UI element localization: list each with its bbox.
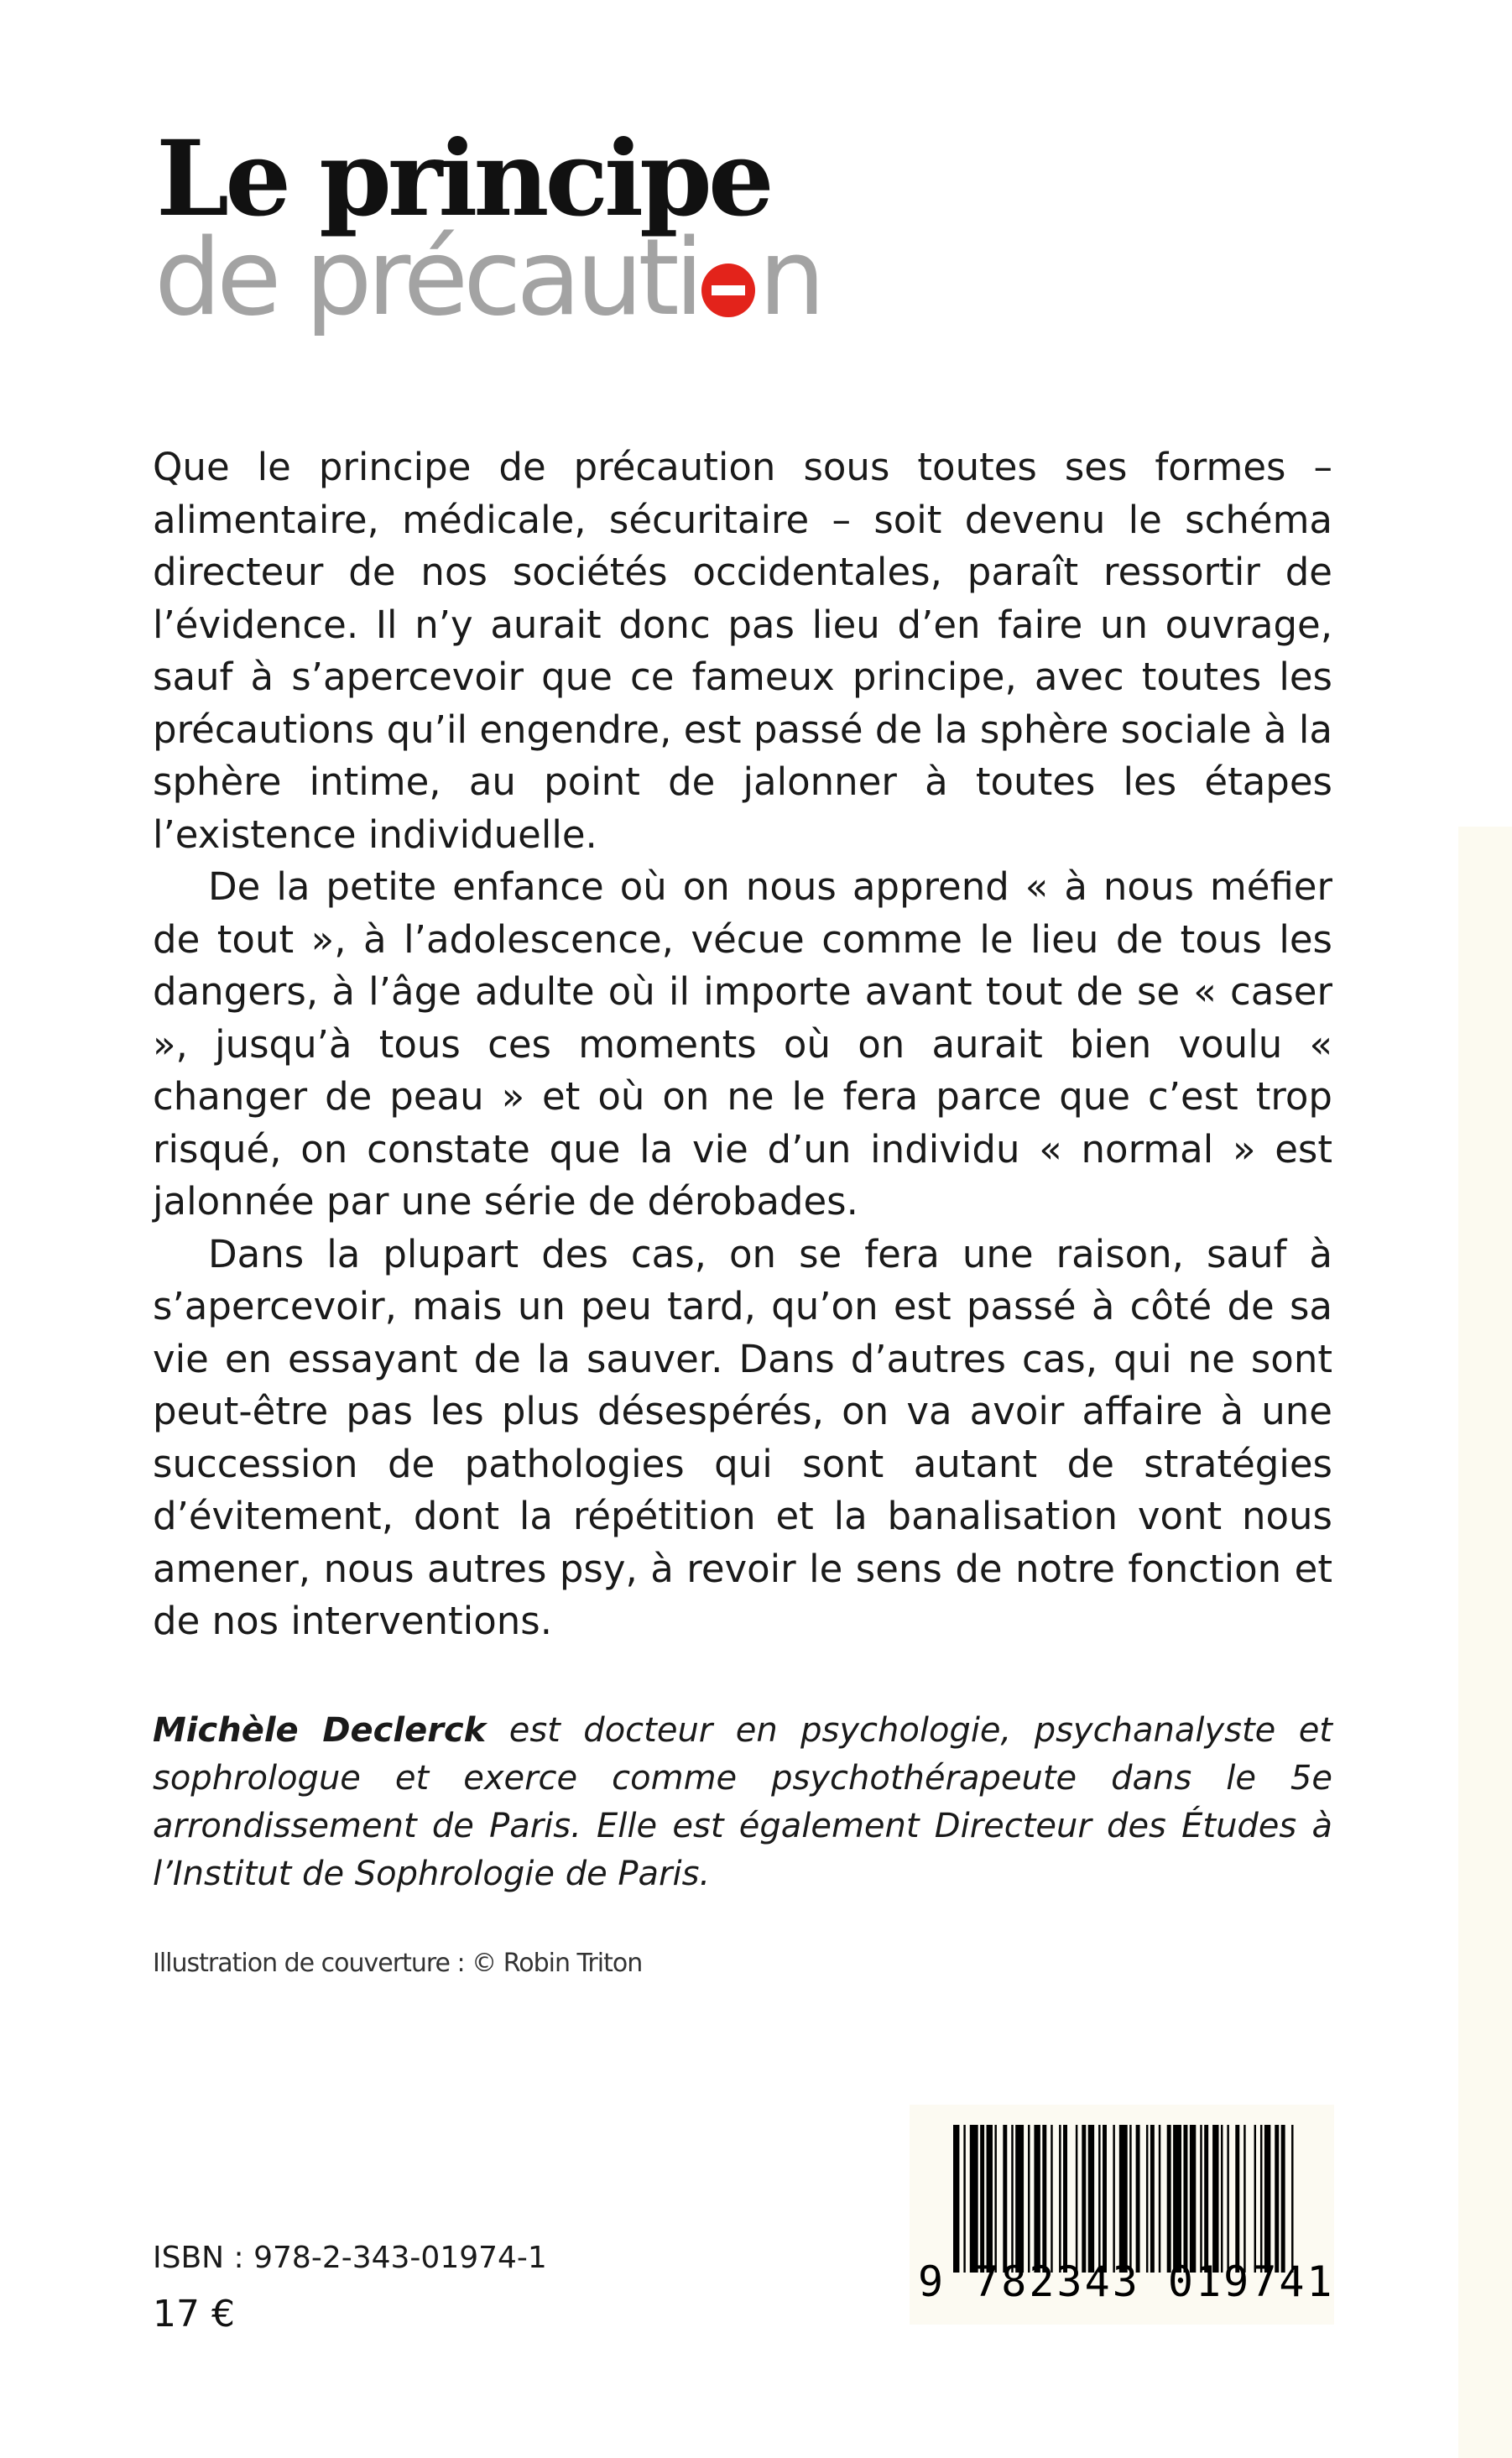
barcode-bar	[1159, 2125, 1160, 2273]
subtitle-text-start: de précauti	[154, 216, 699, 339]
barcode-bar	[970, 2125, 978, 2273]
barcode-bar	[1028, 2125, 1030, 2273]
barcode-bar	[1260, 2125, 1262, 2273]
barcode-bar	[1254, 2125, 1256, 2273]
barcode-bar	[1227, 2125, 1228, 2273]
barcode-bar	[1243, 2125, 1245, 2273]
cover-illustration-credit: Illustration de couverture : © Robin Triton	[153, 1949, 643, 1978]
barcode-bar	[1015, 2125, 1024, 2273]
barcode-bar	[1082, 2125, 1086, 2273]
barcode-bar	[1173, 2125, 1181, 2273]
back-cover-blurb	[153, 441, 1332, 1648]
barcode-bar	[1129, 2125, 1131, 2273]
barcode-bar	[1221, 2125, 1223, 2273]
barcode-bar	[987, 2125, 993, 2273]
barcode-digits: 9 782343 019741	[918, 2257, 1335, 2306]
barcode-bar	[1281, 2125, 1285, 2273]
barcode-bar	[1146, 2125, 1148, 2273]
barcode-bar	[1275, 2125, 1279, 2273]
barcode-bar	[963, 2125, 965, 2273]
barcode-bar	[953, 2125, 959, 2273]
barcode-bar	[1011, 2125, 1013, 2273]
barcode-bar	[1212, 2125, 1218, 2273]
book-title: Le principe	[156, 118, 770, 240]
barcode-bar	[1264, 2125, 1270, 2273]
barcode-bar	[1200, 2125, 1202, 2273]
barcode-bar	[1088, 2125, 1094, 2273]
blurb-paragraph: Que le principe de précaution sous toutes ses formes – alimentaire, médicale, sécuritaire – soit devenu le schéma directeur de nos sociétés occidentales, paraît ressortir de l’évidence. Il n’y aurait donc pas lieu d’en faire un ouvrage, sauf à s’apercevoir que ce fameux principe, avec toutes les précautions qu’il engendre, est passé de la sphère sociale à la sphère intime, au point de jalonner à toutes les étapes l’existence individuelle.	[153, 445, 1332, 857]
barcode-bar	[1204, 2125, 1208, 2273]
barcode-bar	[1051, 2125, 1052, 2273]
barcode-bar	[1183, 2125, 1187, 2273]
barcode-bar	[1119, 2125, 1128, 2273]
author-biography	[153, 1707, 1332, 1898]
barcode-bar	[1113, 2125, 1114, 2273]
barcode-bar	[1136, 2125, 1140, 2273]
barcode-bar	[1059, 2125, 1061, 2273]
barcode-bar	[980, 2125, 984, 2273]
barcode-bar	[994, 2125, 996, 2273]
subtitle-text-end: n	[758, 216, 821, 339]
isbn-barcode	[910, 2105, 1334, 2325]
barcode-bar	[1235, 2125, 1239, 2273]
barcode-bar	[1291, 2125, 1293, 2273]
barcode-bar	[1103, 2125, 1107, 2273]
blurb-paragraph: De la petite enfance où on nous apprend « à nous méfier de tout », à l’adolescence, vécue comme le lieu de tous les dangers, à l’âge adulte où il importe avant tout de se « caser », jusqu’à tous ces moments où on aurait bien voulu « changer de peau » et où on ne le fera parce que c’est trop risqué, on constate que la vie d’un individu « normal » est jalonnée par une série de dérobades.	[153, 864, 1332, 1224]
isbn-number: ISBN : 978-2-343-01974-1	[153, 2241, 547, 2275]
cover-edge-band	[1458, 827, 1512, 2458]
barcode-bar	[1042, 2125, 1046, 2273]
barcode-bar	[1150, 2125, 1155, 2273]
blurb-paragraph: Dans la plupart des cas, on se fera une raison, sauf à s’apercevoir, mais un peu tard, qu’on est passé à côté de sa vie en essayant de la sauver. Dans d’autres cas, qui ne sont peut-être pas les plus désespérés, on va avoir affaire à une succession de pathologies qui sont autant de stratégies d’évitement, dont la répétition et la banalisation vont nous amener, nous autres psy, à revoir le sens de notre fonction et de nos interventions.	[153, 1231, 1332, 1643]
author-bio-text: est docteur en psychologie, psychanalyste et sophrologue et exerce comme psychothérapeute dans le 5e arrondissement de Paris. Elle est également Directeur des Études à l’Institut de Sophrologie de Paris.	[153, 1711, 1332, 1893]
author-name: Michèle Declerck	[153, 1711, 487, 1750]
book-price: 17 €	[153, 2293, 235, 2335]
barcode-bars	[953, 2125, 1296, 2273]
barcode-bar	[1167, 2125, 1171, 2273]
barcode-bar	[1034, 2125, 1040, 2273]
barcode-bar	[1098, 2125, 1100, 2273]
no-entry-bar	[712, 285, 745, 295]
barcode-bar	[1063, 2125, 1067, 2273]
barcode-bar	[1076, 2125, 1077, 2273]
barcode-bar	[1003, 2125, 1007, 2273]
barcode-bar	[1190, 2125, 1196, 2273]
